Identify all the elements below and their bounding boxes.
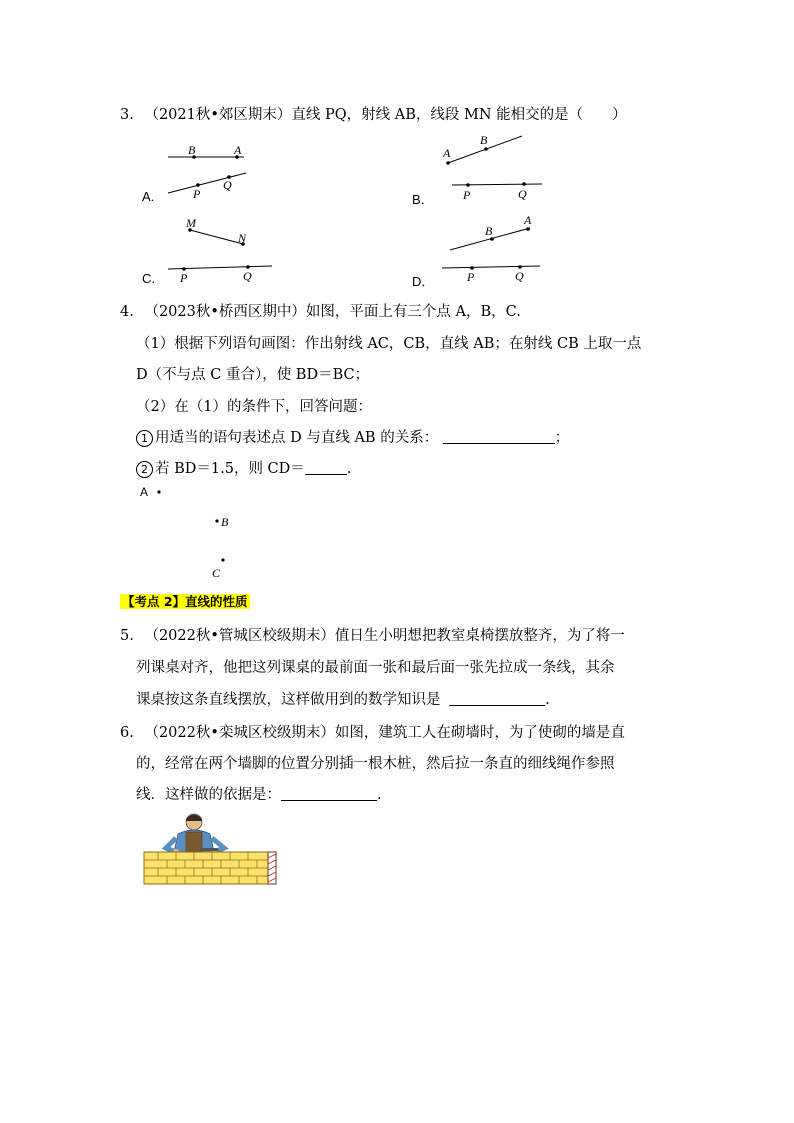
answer-blank-q5[interactable] xyxy=(449,691,545,706)
line-pq xyxy=(168,173,246,193)
label-b: B xyxy=(221,515,229,529)
label-q: Q xyxy=(223,178,232,192)
q6-line3: 线．这样做的依据是： xyxy=(136,787,281,803)
q4-sub1-text: 用适当的语句表述点 D 与直线 AB 的关系： xyxy=(155,430,439,446)
q4-sub1-end: ； xyxy=(554,430,570,446)
option-a-figure xyxy=(160,140,260,200)
q4-sub2-end: . xyxy=(346,461,352,477)
option-c-label[interactable]: C. xyxy=(142,271,155,286)
point-b xyxy=(215,519,218,522)
q5-end: . xyxy=(545,692,550,708)
q4-part2: （2）在（1）的条件下，回答问题： xyxy=(136,399,372,415)
option-a-label[interactable]: A. xyxy=(142,189,155,204)
label-b: B xyxy=(485,224,493,238)
q5-line1: （2022秋•管城区校级期末）值日生小明想把教室桌椅摆放整齐，为了将一 xyxy=(144,628,625,644)
option-c-figure xyxy=(160,214,280,284)
section-heading-text: 【考点 2】直线的性质 xyxy=(122,594,248,609)
point-b xyxy=(484,147,488,151)
line-pq xyxy=(452,184,542,185)
question-number: 5. xyxy=(120,628,134,644)
label-p: P xyxy=(180,271,188,284)
question-5 xyxy=(120,624,625,645)
circled-number-1: 1 xyxy=(136,430,153,447)
option-b-figure xyxy=(438,130,548,202)
label-p: P xyxy=(463,188,471,202)
circled-number-2: 2 xyxy=(136,461,153,478)
segment-mn xyxy=(190,230,243,244)
q5-line3: 课桌按这条直线摆放，这样做用到的数学知识是 xyxy=(136,692,441,708)
q6-line1: （2022秋•栾城区校级期末）如图，建筑工人在砌墙时，为了使砌的墙是直 xyxy=(144,725,625,741)
q4-part1-line1: （1）根据下列语句画图：作出射线 AC，CB，直线 AB；在射线 CB 上取一点 xyxy=(136,336,642,352)
question-6 xyxy=(120,721,625,742)
worker-figure xyxy=(166,814,224,855)
brick-wall xyxy=(144,852,276,884)
q4-sub2-text: 若 BD＝1.5，则 CD＝ xyxy=(155,461,305,477)
question-number: 3. xyxy=(120,107,134,123)
answer-blank-q6[interactable] xyxy=(281,786,377,801)
label-a: A xyxy=(234,143,242,157)
label-m: M xyxy=(186,216,196,230)
option-d-figure xyxy=(438,212,548,284)
q4-part1-line2: D（不与点 C 重合），使 BD＝BC； xyxy=(136,367,370,383)
point-p xyxy=(466,183,470,187)
label-b: B xyxy=(480,133,488,147)
question-4 xyxy=(120,300,521,321)
point-a xyxy=(446,161,450,165)
label-q: Q xyxy=(518,187,527,201)
question-text: （2021秋•郊区期末）直线 PQ，射线 AB，线段 MN 能相交的是（ ） xyxy=(144,107,627,123)
label-c: C xyxy=(212,566,221,580)
label-b: B xyxy=(188,143,196,157)
q6-end: . xyxy=(377,787,382,803)
bricklayer-illustration xyxy=(140,812,280,887)
line-pq xyxy=(442,266,540,268)
label-a: A xyxy=(443,146,451,160)
label-q: Q xyxy=(243,269,252,283)
q6-line2: 的，经常在两个墙脚的位置分别插一根木桩，然后拉一条直的细线绳作参照 xyxy=(136,756,615,772)
question-number: 4. xyxy=(120,304,134,320)
q4-points-figure xyxy=(135,482,255,582)
question-number: 6. xyxy=(120,725,134,741)
label-p: P xyxy=(193,187,201,200)
label-p: P xyxy=(467,270,475,284)
section-heading xyxy=(120,592,250,610)
q5-line2: 列课桌对齐，他把这列课桌的最前面一张和最后面一张先拉成一条线，其余 xyxy=(136,660,615,676)
q6-line3-wrap xyxy=(136,783,382,804)
q4-sub1 xyxy=(136,426,569,447)
q5-line3-wrap xyxy=(136,688,550,709)
label-q: Q xyxy=(515,269,524,283)
option-d-label[interactable]: D． xyxy=(412,274,435,289)
answer-blank-1[interactable] xyxy=(443,429,555,444)
q4-sub2 xyxy=(136,457,351,478)
label-a: A xyxy=(524,213,532,227)
label-a: A xyxy=(140,485,149,499)
point-a xyxy=(157,490,160,493)
option-b-label[interactable]: B． xyxy=(412,192,434,207)
label-n: N xyxy=(238,231,247,245)
point-a xyxy=(526,227,530,231)
question-text: （2023秋•桥西区期中）如图，平面上有三个点 A，B，C. xyxy=(144,304,521,320)
point-q xyxy=(522,182,526,186)
question-3 xyxy=(120,103,627,124)
point-c xyxy=(221,558,224,561)
answer-blank-2[interactable] xyxy=(305,460,347,475)
